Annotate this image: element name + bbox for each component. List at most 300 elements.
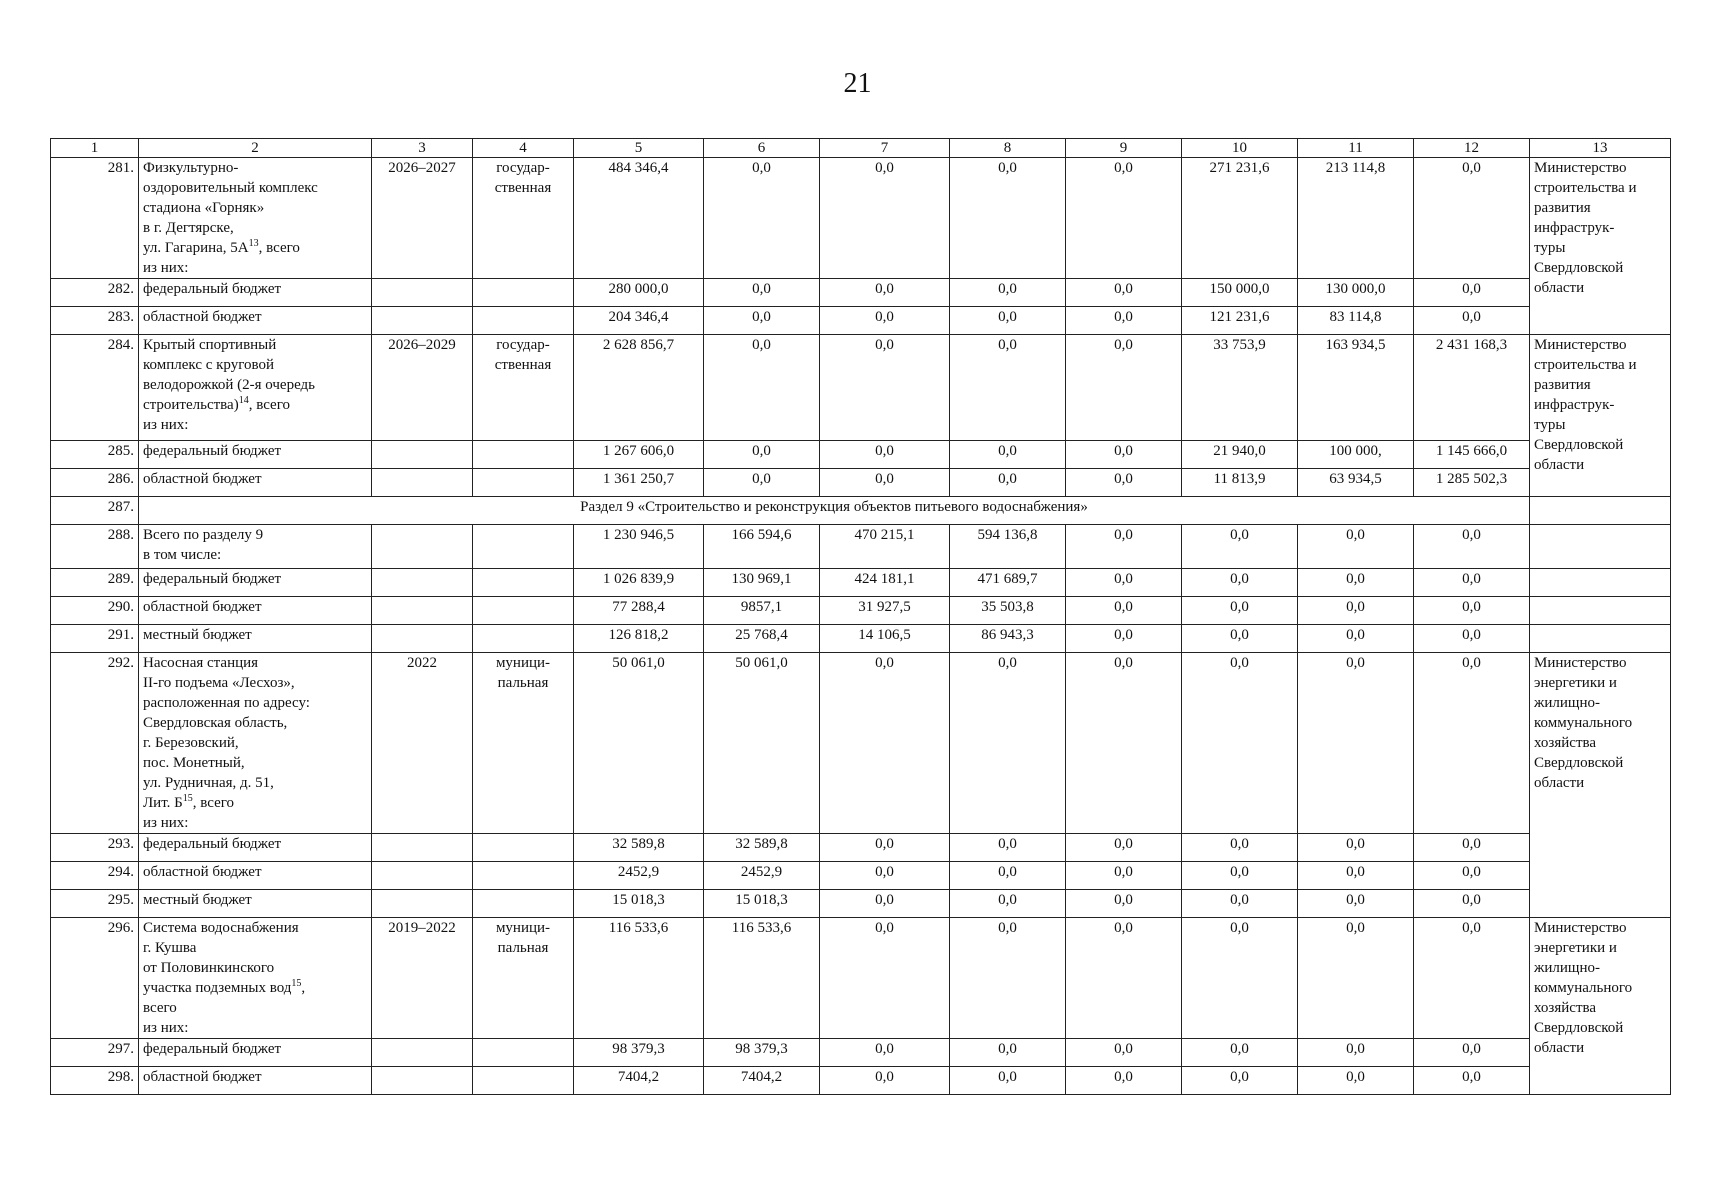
value-col-5: 204 346,4 [574,307,704,335]
value-col-6: 0,0 [704,441,820,469]
responsible-line: Министерство [1534,337,1627,353]
years-cell [372,569,473,597]
footnote-mark: 13 [248,238,259,249]
value-col-6: 0,0 [704,279,820,307]
responsible-line: хозяйства [1534,735,1597,751]
item-name: федеральный бюджет [139,441,372,469]
value-col-6: 7404,2 [704,1067,820,1095]
header-row [51,139,1671,158]
value-col-7: 0,0 [820,441,950,469]
responsible-line: туры [1534,240,1566,256]
item-name-line: из них: [143,417,189,433]
value-col-7: 470 215,1 [820,525,950,569]
row-number: 282. [51,279,139,307]
value-col-10: 21 940,0 [1182,441,1298,469]
value-col-12: 0,0 [1414,569,1530,597]
responsible-line: области [1534,280,1585,296]
header-cell-9: 9 [1066,139,1182,158]
value-col-12: 0,0 [1414,1067,1530,1095]
value-col-11: 0,0 [1298,597,1414,625]
value-col-11: 163 934,5 [1298,335,1414,441]
value-col-7: 0,0 [820,279,950,307]
years-cell [372,525,473,569]
responsible-line: Министерство [1534,920,1627,936]
value-col-5: 116 533,6 [574,918,704,1039]
years-cell [372,469,473,497]
item-name-line: в том числе: [143,547,222,563]
value-col-5: 77 288,4 [574,597,704,625]
item-name-line: в г. Дегтярске, [143,220,234,236]
section-title: Раздел 9 «Строительство и реконструкция объектов питьевого водоснабжения» [139,497,1530,525]
responsible-line: развития [1534,377,1591,393]
responsible-line: Свердловской [1534,755,1624,771]
value-col-7: 424 181,1 [820,569,950,597]
responsible-line: строительства и [1534,180,1637,196]
value-col-5: 50 061,0 [574,653,704,834]
value-col-9: 0,0 [1066,335,1182,441]
responsible-cell-empty [1530,569,1671,597]
ownership-cell [473,469,574,497]
value-col-11: 83 114,8 [1298,307,1414,335]
row-number: 295. [51,890,139,918]
item-name-line: пос. Монетный, [143,755,245,771]
value-col-8: 0,0 [950,862,1066,890]
value-col-12: 0,0 [1414,1039,1530,1067]
ownership-cell [473,597,574,625]
value-col-8: 0,0 [950,158,1066,279]
table-row [51,569,1671,597]
value-col-10: 11 813,9 [1182,469,1298,497]
item-name-line: Физкультурно- [143,160,239,176]
item-name: местный бюджет [139,890,372,918]
ownership-cell [473,307,574,335]
years-cell [372,279,473,307]
value-col-11: 0,0 [1298,1067,1414,1095]
item-name-text: участка подземных вод [143,980,292,996]
value-col-12: 0,0 [1414,625,1530,653]
item-name-line: г. Кушва [143,940,197,956]
value-col-10: 150 000,0 [1182,279,1298,307]
years-cell: 2022 [372,653,473,834]
value-col-11: 130 000,0 [1298,279,1414,307]
header-cell-6: 6 [704,139,820,158]
row-number: 286. [51,469,139,497]
row-number: 288. [51,525,139,569]
value-col-10: 0,0 [1182,1039,1298,1067]
value-col-6: 0,0 [704,469,820,497]
value-col-8: 0,0 [950,307,1066,335]
value-col-12: 0,0 [1414,279,1530,307]
value-col-8: 86 943,3 [950,625,1066,653]
value-col-9: 0,0 [1066,918,1182,1039]
item-name [139,158,372,279]
row-number: 294. [51,862,139,890]
page-number: 21 [843,68,872,99]
row-number: 290. [51,597,139,625]
value-col-10: 0,0 [1182,597,1298,625]
value-col-12: 0,0 [1414,307,1530,335]
value-col-11: 0,0 [1298,625,1414,653]
value-col-8: 0,0 [950,918,1066,1039]
responsible-cell-empty [1530,597,1671,625]
row-number: 297. [51,1039,139,1067]
value-col-5: 1 361 250,7 [574,469,704,497]
ownership-cell [473,525,574,569]
value-col-8: 0,0 [950,653,1066,834]
value-col-7: 0,0 [820,158,950,279]
table-row [51,597,1671,625]
value-col-6: 166 594,6 [704,525,820,569]
responsible-line: хозяйства [1534,1000,1597,1016]
value-col-8: 0,0 [950,1039,1066,1067]
item-name: федеральный бюджет [139,1039,372,1067]
years-cell [372,307,473,335]
table-row [51,653,1671,834]
item-name-line: велодорожкой (2-я очередь [143,377,316,393]
value-col-9: 0,0 [1066,569,1182,597]
value-col-6: 0,0 [704,158,820,279]
item-name-line [143,395,367,415]
row-number: 296. [51,918,139,1039]
item-name [139,335,372,441]
responsible-line: области [1534,457,1585,473]
value-col-8: 0,0 [950,834,1066,862]
ownership-cell [473,441,574,469]
row-number: 292. [51,653,139,834]
table-row [51,918,1671,1039]
item-name [139,653,372,834]
ownership-line: пальная [497,940,549,956]
header-cell-1: 1 [51,139,139,158]
value-col-12: 1 285 502,3 [1414,469,1530,497]
value-col-7: 0,0 [820,1067,950,1095]
table-row [51,862,1671,890]
table-row [51,279,1671,307]
table-row [51,834,1671,862]
value-col-11: 0,0 [1298,569,1414,597]
value-col-9: 0,0 [1066,525,1182,569]
item-name-line [143,793,367,813]
header-cell-10: 10 [1182,139,1298,158]
value-col-7: 0,0 [820,834,950,862]
value-col-9: 0,0 [1066,625,1182,653]
item-name-line: комплекс с круговой [143,357,275,373]
value-col-10: 0,0 [1182,862,1298,890]
value-col-10: 121 231,6 [1182,307,1298,335]
item-name-suffix: , всего [248,397,290,413]
value-col-10: 271 231,6 [1182,158,1298,279]
item-name: федеральный бюджет [139,834,372,862]
value-col-10: 0,0 [1182,653,1298,834]
value-col-9: 0,0 [1066,862,1182,890]
years-cell: 2019–2022 [372,918,473,1039]
header-cell-11: 11 [1298,139,1414,158]
item-name-line: от Половинкинского [143,960,275,976]
item-name-suffix: , [301,980,306,996]
item-name-suffix: , всего [192,795,235,811]
value-col-12: 0,0 [1414,158,1530,279]
header-cell-4: 4 [473,139,574,158]
header-cell-7: 7 [820,139,950,158]
value-col-7: 31 927,5 [820,597,950,625]
years-cell [372,441,473,469]
value-col-11: 0,0 [1298,890,1414,918]
item-name-line: II-го подъема «Лесхоз», [143,675,295,691]
responsible-line: Свердловской [1534,437,1624,453]
ownership-cell [473,279,574,307]
item-name [139,525,372,569]
value-col-12: 0,0 [1414,862,1530,890]
value-col-10: 0,0 [1182,569,1298,597]
value-col-8: 0,0 [950,335,1066,441]
header-cell-2: 2 [139,139,372,158]
item-name-text: строительства) [143,397,239,413]
ownership-cell [473,158,574,279]
item-name: областной бюджет [139,862,372,890]
item-name: местный бюджет [139,625,372,653]
years-cell [372,862,473,890]
item-name-suffix: , всего [258,240,300,256]
value-col-6: 15 018,3 [704,890,820,918]
ownership-cell [473,569,574,597]
item-name-line: из них: [143,1020,189,1036]
value-col-12: 0,0 [1414,918,1530,1039]
value-col-9: 0,0 [1066,158,1182,279]
value-col-12: 0,0 [1414,890,1530,918]
item-name-text: Лит. Б [143,795,183,811]
value-col-11: 0,0 [1298,834,1414,862]
value-col-9: 0,0 [1066,441,1182,469]
responsible-line: энергетики и [1534,675,1617,691]
value-col-12: 0,0 [1414,834,1530,862]
responsible-line: жилищно- [1534,695,1600,711]
table-row [51,1039,1671,1067]
item-name-line: Система водоснабжения [143,920,299,936]
value-col-7: 0,0 [820,307,950,335]
item-name-line: оздоровительный комплекс [143,180,318,196]
footnote-mark: 14 [238,395,249,406]
ownership-line: муници- [495,920,551,936]
responsible-line: коммунального [1534,980,1633,996]
header-cell-12: 12 [1414,139,1530,158]
value-col-6: 98 379,3 [704,1039,820,1067]
item-name: федеральный бюджет [139,279,372,307]
table-row [51,525,1671,569]
value-col-7: 0,0 [820,862,950,890]
header-cell-13: 13 [1530,139,1671,158]
value-col-6: 2452,9 [704,862,820,890]
responsible-line: инфраструк- [1534,397,1615,413]
row-number: 298. [51,1067,139,1095]
ownership-cell [473,834,574,862]
header-cell-5: 5 [574,139,704,158]
item-name: областной бюджет [139,469,372,497]
value-col-12: 0,0 [1414,525,1530,569]
value-col-6: 116 533,6 [704,918,820,1039]
item-name [139,918,372,1039]
value-col-6: 0,0 [704,335,820,441]
value-col-11: 63 934,5 [1298,469,1414,497]
years-cell: 2026–2029 [372,335,473,441]
footnote-mark: 15 [182,793,193,804]
ownership-cell [473,890,574,918]
budget-table [50,138,1671,1095]
item-name-line: Всего по разделу 9 [143,527,264,543]
value-col-7: 0,0 [820,918,950,1039]
item-name-line: г. Березовский, [143,735,239,751]
value-col-7: 0,0 [820,469,950,497]
value-col-5: 15 018,3 [574,890,704,918]
item-name-line [143,978,367,998]
row-number: 293. [51,834,139,862]
ownership-line: ственная [494,357,552,373]
value-col-9: 0,0 [1066,597,1182,625]
value-col-11: 0,0 [1298,918,1414,1039]
item-name-line: Насосная станция [143,655,259,671]
responsible-line: Министерство [1534,160,1627,176]
value-col-9: 0,0 [1066,653,1182,834]
ownership-cell [473,625,574,653]
value-col-12: 0,0 [1414,597,1530,625]
responsible-line: Министерство [1534,655,1627,671]
item-name-line: из них: [143,815,189,831]
responsible-cell-empty [1530,497,1671,525]
value-col-9: 0,0 [1066,307,1182,335]
table-row [51,497,1671,525]
years-cell [372,597,473,625]
value-col-5: 1 267 606,0 [574,441,704,469]
table-row [51,625,1671,653]
responsible-line: развития [1534,200,1591,216]
value-col-6: 130 969,1 [704,569,820,597]
value-col-5: 484 346,4 [574,158,704,279]
row-number: 284. [51,335,139,441]
value-col-10: 0,0 [1182,625,1298,653]
item-name-line: всего [143,1000,177,1016]
value-col-5: 280 000,0 [574,279,704,307]
value-col-11: 100 000, [1298,441,1414,469]
responsible-line: энергетики и [1534,940,1617,956]
years-cell [372,625,473,653]
value-col-9: 0,0 [1066,469,1182,497]
value-col-12: 0,0 [1414,653,1530,834]
value-col-10: 0,0 [1182,834,1298,862]
row-number: 289. [51,569,139,597]
value-col-7: 0,0 [820,335,950,441]
value-col-5: 1 230 946,5 [574,525,704,569]
item-name-line: Крытый спортивный [143,337,277,353]
item-name: областной бюджет [139,1067,372,1095]
item-name-line: Свердловская область, [143,715,288,731]
table-row [51,469,1671,497]
value-col-5: 7404,2 [574,1067,704,1095]
table-row [51,158,1671,279]
responsible-line: Свердловской [1534,260,1624,276]
item-name-line: ул. Рудничная, д. 51, [143,775,274,791]
responsible-line: инфраструк- [1534,220,1615,236]
value-col-9: 0,0 [1066,1039,1182,1067]
item-name: областной бюджет [139,597,372,625]
header-cell-8: 8 [950,139,1066,158]
value-col-5: 2452,9 [574,862,704,890]
value-col-9: 0,0 [1066,1067,1182,1095]
responsible-agency [1530,653,1671,918]
value-col-8: 471 689,7 [950,569,1066,597]
value-col-12: 1 145 666,0 [1414,441,1530,469]
item-name-line: расположенная по адресу: [143,695,310,711]
responsible-line: жилищно- [1534,960,1600,976]
row-number: 285. [51,441,139,469]
value-col-6: 25 768,4 [704,625,820,653]
item-name-line [143,238,367,258]
value-col-8: 0,0 [950,469,1066,497]
responsible-line: коммунального [1534,715,1633,731]
responsible-cell-empty [1530,625,1671,653]
value-col-6: 50 061,0 [704,653,820,834]
responsible-agency [1530,918,1671,1095]
item-name: федеральный бюджет [139,569,372,597]
value-col-6: 32 589,8 [704,834,820,862]
ownership-line: ственная [494,180,552,196]
value-col-5: 1 026 839,9 [574,569,704,597]
item-name: областной бюджет [139,307,372,335]
value-col-11: 0,0 [1298,862,1414,890]
table-row [51,335,1671,441]
value-col-10: 33 753,9 [1182,335,1298,441]
value-col-8: 0,0 [950,890,1066,918]
value-col-11: 0,0 [1298,1039,1414,1067]
row-number: 281. [51,158,139,279]
value-col-9: 0,0 [1066,890,1182,918]
value-col-7: 0,0 [820,890,950,918]
years-cell: 2026–2027 [372,158,473,279]
value-col-8: 0,0 [950,1067,1066,1095]
value-col-6: 9857,1 [704,597,820,625]
years-cell [372,1067,473,1095]
value-col-10: 0,0 [1182,525,1298,569]
ownership-cell [473,653,574,834]
value-col-5: 2 628 856,7 [574,335,704,441]
ownership-line: государ- [496,160,550,176]
value-col-7: 14 106,5 [820,625,950,653]
ownership-line: пальная [497,675,549,691]
header-cell-3: 3 [372,139,473,158]
table-row [51,441,1671,469]
table-row [51,890,1671,918]
footnote-mark: 15 [291,978,302,989]
years-cell [372,1039,473,1067]
value-col-5: 98 379,3 [574,1039,704,1067]
responsible-agency [1530,335,1671,497]
value-col-8: 0,0 [950,441,1066,469]
ownership-cell [473,862,574,890]
row-number: 291. [51,625,139,653]
ownership-line: государ- [496,337,550,353]
value-col-10: 0,0 [1182,890,1298,918]
ownership-cell [473,918,574,1039]
responsible-line: туры [1534,417,1566,433]
value-col-8: 594 136,8 [950,525,1066,569]
value-col-7: 0,0 [820,653,950,834]
item-name-line: стадиона «Горняк» [143,200,265,216]
years-cell [372,834,473,862]
value-col-11: 0,0 [1298,653,1414,834]
responsible-line: Свердловской [1534,1020,1624,1036]
value-col-5: 126 818,2 [574,625,704,653]
value-col-7: 0,0 [820,1039,950,1067]
value-col-8: 35 503,8 [950,597,1066,625]
years-cell [372,890,473,918]
